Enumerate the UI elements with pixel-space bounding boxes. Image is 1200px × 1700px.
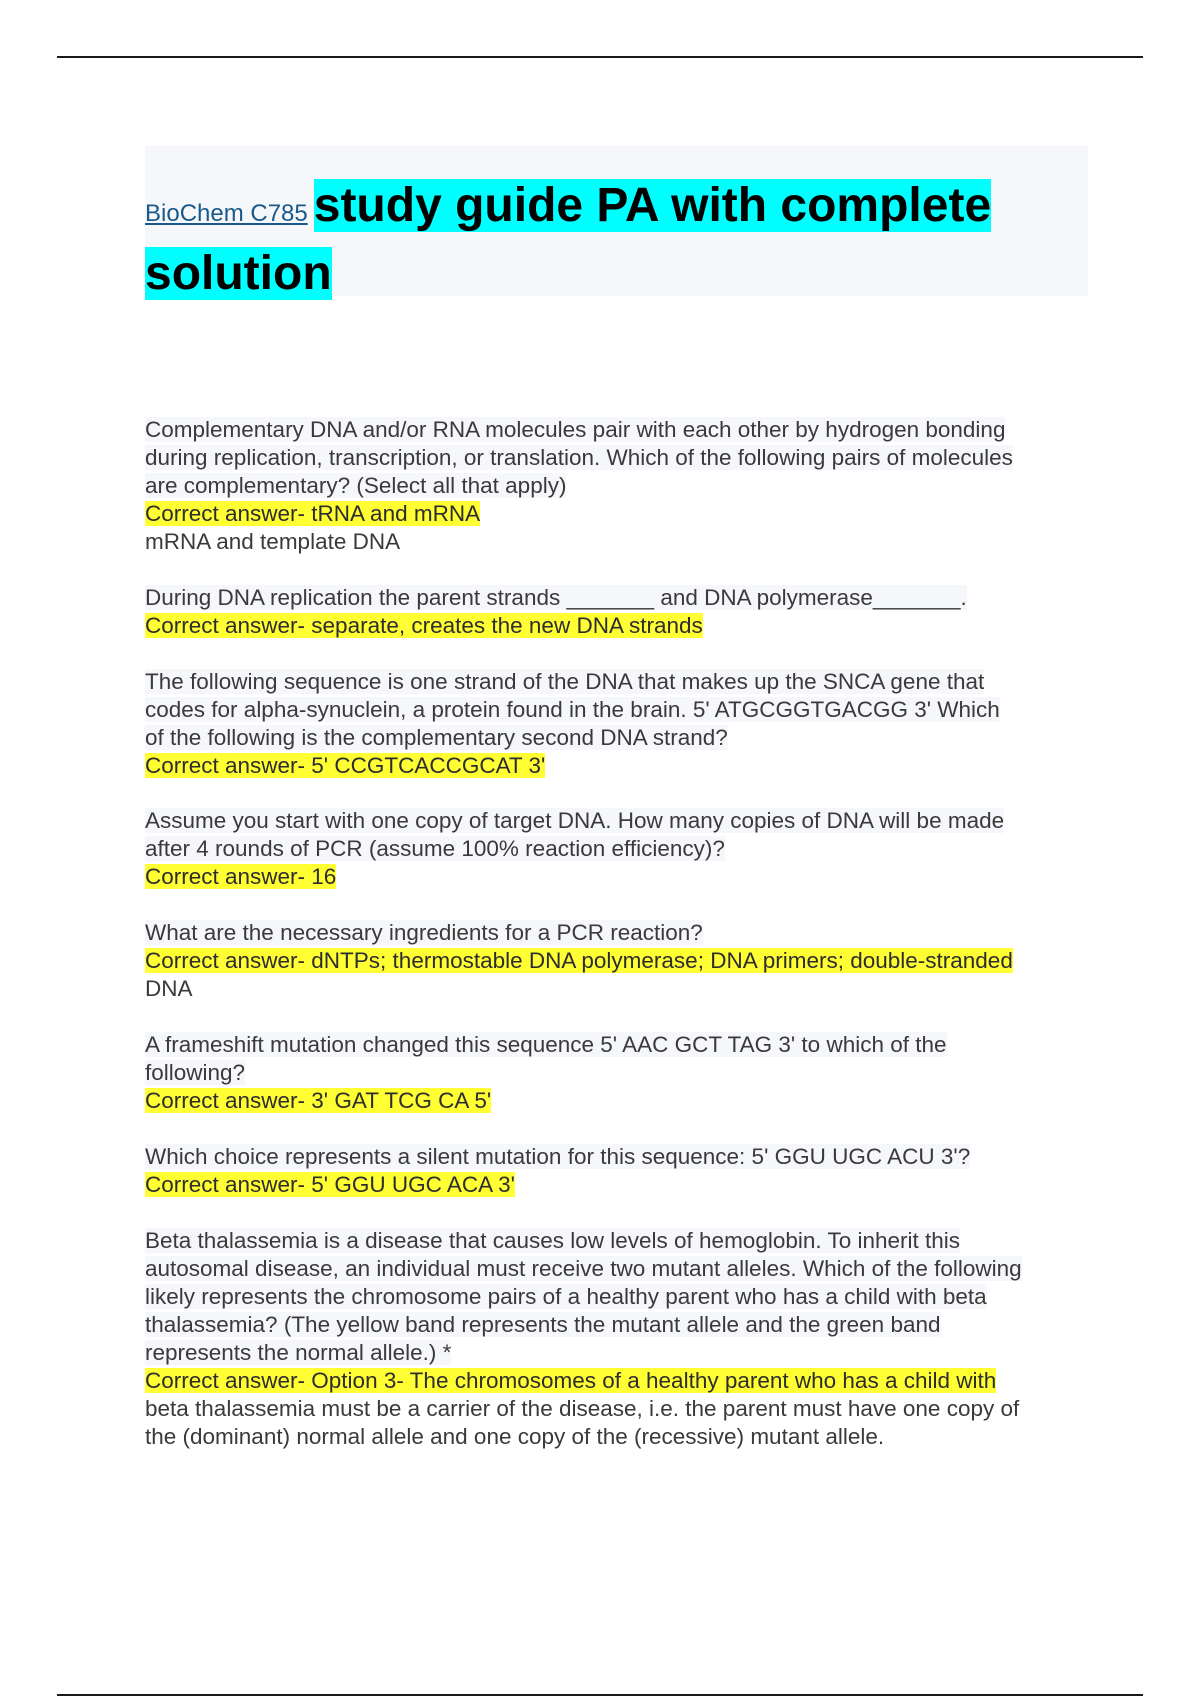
question-line-row xyxy=(145,1283,1095,1311)
question-line-row xyxy=(145,1059,1095,1087)
answer-line-row xyxy=(145,863,1095,891)
question-line-row xyxy=(145,919,1095,947)
question-line: During DNA replication the parent strands _______ and DNA polymerase_______. xyxy=(145,585,967,610)
title-main-line1: study guide PA with complete xyxy=(313,179,992,232)
answer-continuation-line-row xyxy=(145,1423,1095,1451)
question-line-row xyxy=(145,416,1095,444)
answer-continuation-line: beta thalassemia must be a carrier of the disease, i.e. the parent must have one copy of xyxy=(145,1396,1020,1421)
question-line-row xyxy=(145,1311,1095,1339)
question-line-row xyxy=(145,584,1095,612)
answer-line-row xyxy=(145,947,1095,975)
answer-line-row xyxy=(145,1367,1095,1395)
question-line-row xyxy=(145,1031,1095,1059)
question-line-row xyxy=(145,1339,1095,1367)
question-line-row xyxy=(145,444,1095,472)
answer-line: Correct answer- 5' GGU UGC ACA 3' xyxy=(145,1172,515,1197)
answer-continuation-line: the (dominant) normal allele and one copy of the (recessive) mutant allele. xyxy=(145,1424,885,1449)
answer-continuation-line: DNA xyxy=(145,976,193,1001)
question-line-row xyxy=(145,668,1095,696)
question-line: after 4 rounds of PCR (assume 100% reaction efficiency)? xyxy=(145,836,725,861)
answer-line-row xyxy=(145,1171,1095,1199)
qa-item xyxy=(145,1031,1095,1115)
answer-line: Correct answer- separate, creates the new DNA strands xyxy=(145,613,703,638)
bottom-rule xyxy=(57,1694,1143,1696)
top-rule xyxy=(57,56,1143,58)
qa-item xyxy=(145,416,1095,556)
question-line: Assume you start with one copy of target DNA. How many copies of DNA will be made xyxy=(145,808,1005,833)
question-line: Complementary DNA and/or RNA molecules pair with each other by hydrogen bonding xyxy=(145,417,1006,442)
title-main-line2: solution xyxy=(145,247,332,300)
answer-continuation-line-row xyxy=(145,1395,1095,1423)
answer-line-row xyxy=(145,500,1095,528)
question-line-row xyxy=(145,472,1095,500)
answer-line: Correct answer- Option 3- The chromosomes of a healthy parent who has a child with xyxy=(145,1368,997,1393)
qa-item xyxy=(145,1227,1095,1451)
answer-line-row xyxy=(145,612,1095,640)
title-block xyxy=(145,146,1088,300)
question-line: during replication, transcription, or translation. Which of the following pairs of molecules xyxy=(145,445,1013,470)
qa-item xyxy=(145,668,1095,780)
question-line: codes for alpha-synuclein, a protein found in the brain. 5' ATGCGGTGACGG 3' Which xyxy=(145,697,1000,722)
question-line: likely represents the chromosome pairs of a healthy parent who has a child with beta xyxy=(145,1284,987,1309)
answer-line-row xyxy=(145,1087,1095,1115)
question-line: represents the normal allele.) * xyxy=(145,1340,452,1365)
question-line-row xyxy=(145,724,1095,752)
answer-line-row xyxy=(145,752,1095,780)
answer-line: Correct answer- dNTPs; thermostable DNA polymerase; DNA primers; double-stranded xyxy=(145,948,1013,973)
answer-line: Correct answer- 16 xyxy=(145,864,337,889)
question-line-row xyxy=(145,1227,1095,1255)
qa-list xyxy=(145,416,1095,1479)
answer-line: Correct answer- tRNA and mRNA xyxy=(145,501,481,526)
question-line: of the following is the complementary second DNA strand? xyxy=(145,725,728,750)
question-line: Which choice represents a silent mutation for this sequence: 5' GGU UGC ACU 3'? xyxy=(145,1144,971,1169)
answer-continuation-line: mRNA and template DNA xyxy=(145,529,401,554)
answer-continuation-line-row xyxy=(145,528,1095,556)
question-line: A frameshift mutation changed this sequence 5' AAC GCT TAG 3' to which of the xyxy=(145,1032,947,1057)
question-line-row xyxy=(145,1143,1095,1171)
qa-item xyxy=(145,807,1095,891)
question-line: Beta thalassemia is a disease that causes low levels of hemoglobin. To inherit this xyxy=(145,1228,961,1253)
question-line: following? xyxy=(145,1060,246,1085)
question-line-row xyxy=(145,696,1095,724)
question-line: The following sequence is one strand of the DNA that makes up the SNCA gene that xyxy=(145,669,985,694)
question-line-row xyxy=(145,835,1095,863)
question-line-row xyxy=(145,807,1095,835)
question-line: are complementary? (Select all that apply) xyxy=(145,473,567,498)
question-line: thalassemia? (The yellow band represents the mutant allele and the green band xyxy=(145,1312,941,1337)
answer-continuation-line-row xyxy=(145,975,1095,1003)
question-line-row xyxy=(145,1255,1095,1283)
answer-line: Correct answer- 3' GAT TCG CA 5' xyxy=(145,1088,492,1113)
qa-item xyxy=(145,584,1095,640)
question-line: What are the necessary ingredients for a PCR reaction? xyxy=(145,920,703,945)
qa-item xyxy=(145,919,1095,1003)
answer-line: Correct answer- 5' CCGTCACCGCAT 3' xyxy=(145,753,546,778)
question-line: autosomal disease, an individual must receive two mutant alleles. Which of the following xyxy=(145,1256,1022,1281)
qa-item xyxy=(145,1143,1095,1199)
document-title xyxy=(145,176,1088,304)
course-link[interactable]: BioChem C785 xyxy=(145,200,308,227)
